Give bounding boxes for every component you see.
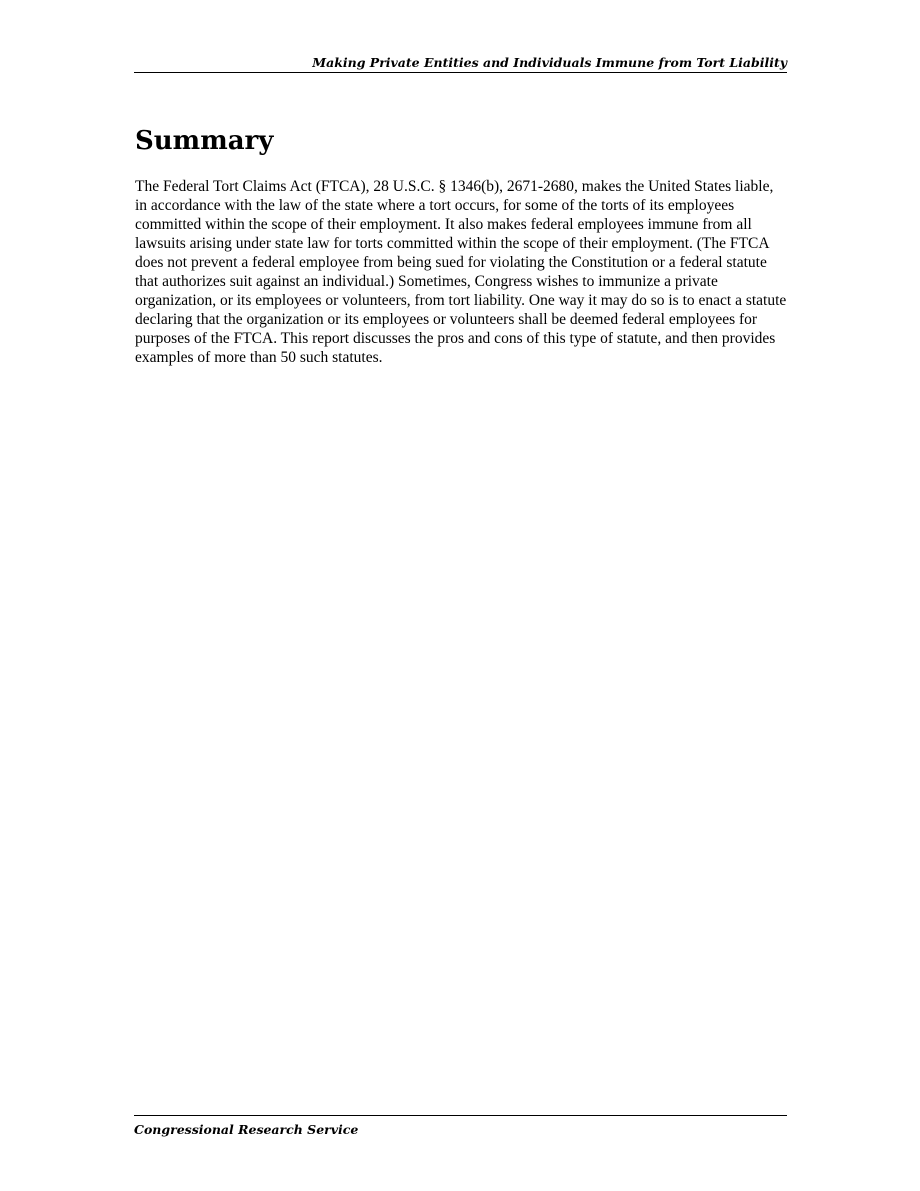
running-footer: Congressional Research Service — [134, 1115, 787, 1139]
summary-paragraph: The Federal Tort Claims Act (FTCA), 28 U.S.C. § 1346(b), 2671-2680, makes the United States liable, in accordance with the law of the state where a tort occurs, for some of the torts of its employees committed within the scope of their employment. It also makes federal employees immune from all lawsuits arising under state law for torts committed within the scope of their employment. (The FTCA does not prevent a federal employee from being sued for violating the Constitution or a federal statute that authorizes suit against an individual.) Sometimes, Congress wishes to immunize a private organization, or its employees or volunteers, from tort liability. One way it may do so is to enact a statute declaring that the organization or its employees or volunteers shall be deemed federal employees for purposes of the FTCA. This report discusses the pros and cons of this type of statute, and then provides examples of more than 50 such statutes. — [135, 178, 787, 366]
running-header: Making Private Entities and Individuals Immune from Tort Liability — [134, 54, 787, 73]
section-heading: Summary — [135, 126, 274, 156]
